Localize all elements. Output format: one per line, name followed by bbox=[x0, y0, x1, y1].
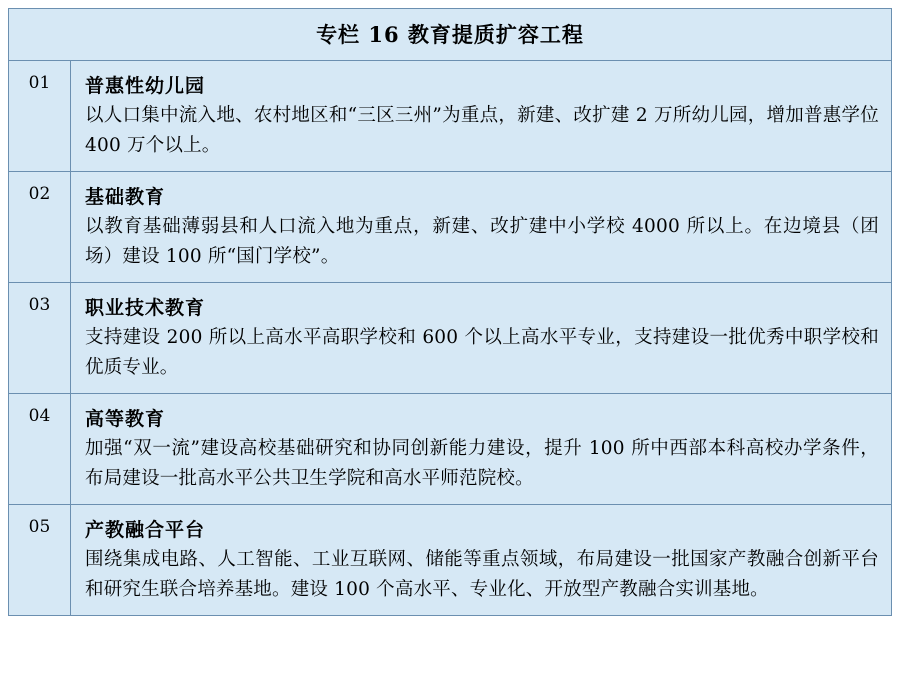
table-row bbox=[9, 394, 891, 505]
item-body: 围绕集成电路、人工智能、工业互联网、储能等重点领域，布局建设一批国家产教融合创新平台和研究生联合培养基地。建设 100 个高水平、专业化、开放型产教融合实训基地。 bbox=[85, 548, 879, 600]
row-content bbox=[71, 172, 891, 282]
row-content bbox=[71, 283, 891, 393]
row-number: 02 bbox=[9, 172, 71, 282]
row-number: 03 bbox=[9, 283, 71, 393]
item-heading: 产教融合平台 bbox=[85, 518, 206, 541]
item-heading: 职业技术教育 bbox=[85, 296, 206, 319]
table-row bbox=[9, 172, 891, 283]
row-number: 04 bbox=[9, 394, 71, 504]
row-content bbox=[71, 505, 891, 615]
item-body: 以人口集中流入地、农村地区和“三区三州”为重点，新建、改扩建 2 万所幼儿园，增加普惠学位 400 万个以上。 bbox=[85, 105, 879, 156]
table-title-row bbox=[9, 9, 891, 61]
page-title: 专栏 16 教育提质扩容工程 bbox=[316, 22, 584, 47]
table-row bbox=[9, 61, 891, 172]
item-heading: 基础教育 bbox=[85, 185, 166, 208]
item-body: 加强“双一流”建设高校基础研究和协同创新能力建设，提升 100 所中西部本科高校办学条件，布局建设一批高水平公共卫生学院和高水平师范院校。 bbox=[85, 437, 879, 489]
table-row bbox=[9, 283, 891, 394]
item-body: 支持建设 200 所以上高水平高职学校和 600 个以上高水平专业，支持建设一批优秀中职学校和优质专业。 bbox=[85, 326, 879, 378]
row-content bbox=[71, 394, 891, 504]
item-heading: 高等教育 bbox=[85, 407, 166, 430]
item-heading: 普惠性幼儿园 bbox=[85, 75, 206, 97]
column-box-table bbox=[8, 8, 892, 616]
table-row bbox=[9, 505, 891, 615]
row-number: 05 bbox=[9, 505, 71, 615]
row-content bbox=[71, 61, 891, 171]
row-number: 01 bbox=[9, 61, 71, 171]
item-body: 以教育基础薄弱县和人口流入地为重点，新建、改扩建中小学校 4000 所以上。在边境县（团场）建设 100 所“国门学校”。 bbox=[85, 215, 879, 267]
